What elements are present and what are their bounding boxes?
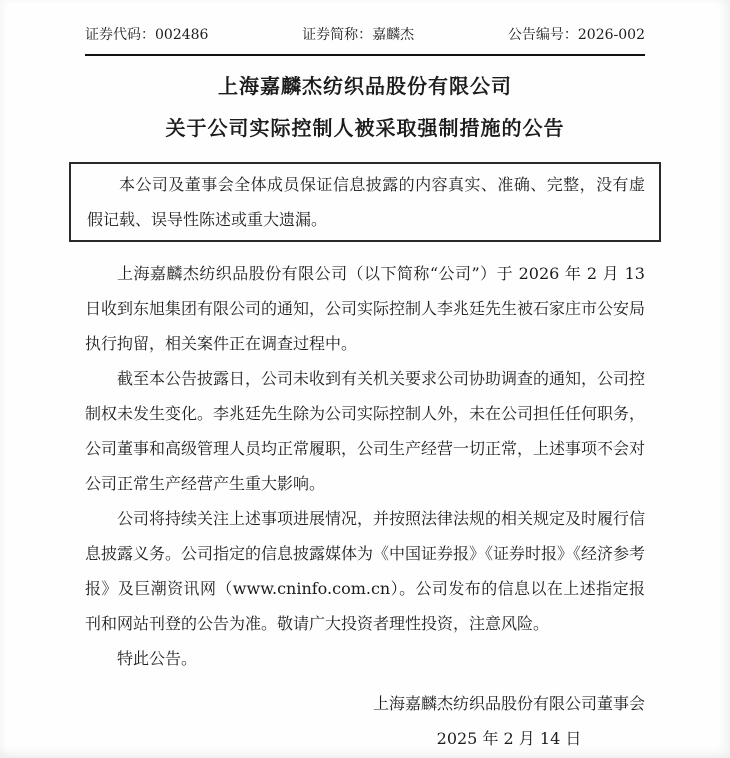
signature-block [85,686,645,756]
signature-company: 上海嘉麟杰纺织品股份有限公司董事会 [372,694,645,713]
closing-statement: 特此公告。 [117,649,198,668]
disclaimer-box [69,162,661,242]
paragraph-1: 上海嘉麟杰纺织品股份有限公司（以下简称“公司”）于 2026 年 2 月 13 日收到东旭集团有限公司的通知，公司实际控制人李兆廷先生被石家庄市公安局执行拘留，相关案件正在调查过程中。 [85,264,646,353]
disclaimer-text: 本公司及董事会全体成员保证信息披露的内容真实、准确、完整，没有虚假记载、误导性陈述或重大遗漏。 [87,175,645,229]
document-header [85,26,645,44]
stock-code-label: 证券代码： [85,27,155,43]
announcement-number-value: 2026-002 [577,27,645,43]
paragraph-3: 公司将持续关注上述事项进展情况，并按照法律法规的相关规定及时履行信息披露义务。公司指定的信息披露媒体为《中国证券报》《证券时报》《经济参考报》及巨潮资讯网（www.cninfo.com.cn）。公司发布的信息以在上述指定报刊和网站刊登的公告为准。敬请广大投资者理性投资，注意风险。 [85,509,646,633]
stock-name-value: 嘉麟杰 [372,27,415,43]
announcement-number-field [508,26,645,44]
stock-code-value: 002486 [155,27,209,43]
header-divider [85,54,645,56]
announcement-number-label: 公告编号： [507,27,578,43]
stock-name-label: 证券简称： [302,27,373,43]
document-body [85,256,645,676]
announcement-title: 关于公司实际控制人被采取强制措施的公告 [165,118,565,140]
signature-date: 2025 年 2 月 14 日 [436,729,582,748]
signature-inner [373,686,645,756]
paragraph-2: 截至本公告披露日，公司未收到有关机关要求公司协助调查的通知，公司控制权未发生变化。李兆廷先生除为公司实际控制人外，未在公司担任任何职务，公司董事和高级管理人员均正常履职，公司生产经营一切正常，上述事项不会对公司正常生产经营产生重大影响。 [85,369,646,493]
company-name-title: 上海嘉麟杰纺织品股份有限公司 [218,76,512,98]
stock-code-field [85,26,208,44]
stock-name-field [302,26,414,44]
